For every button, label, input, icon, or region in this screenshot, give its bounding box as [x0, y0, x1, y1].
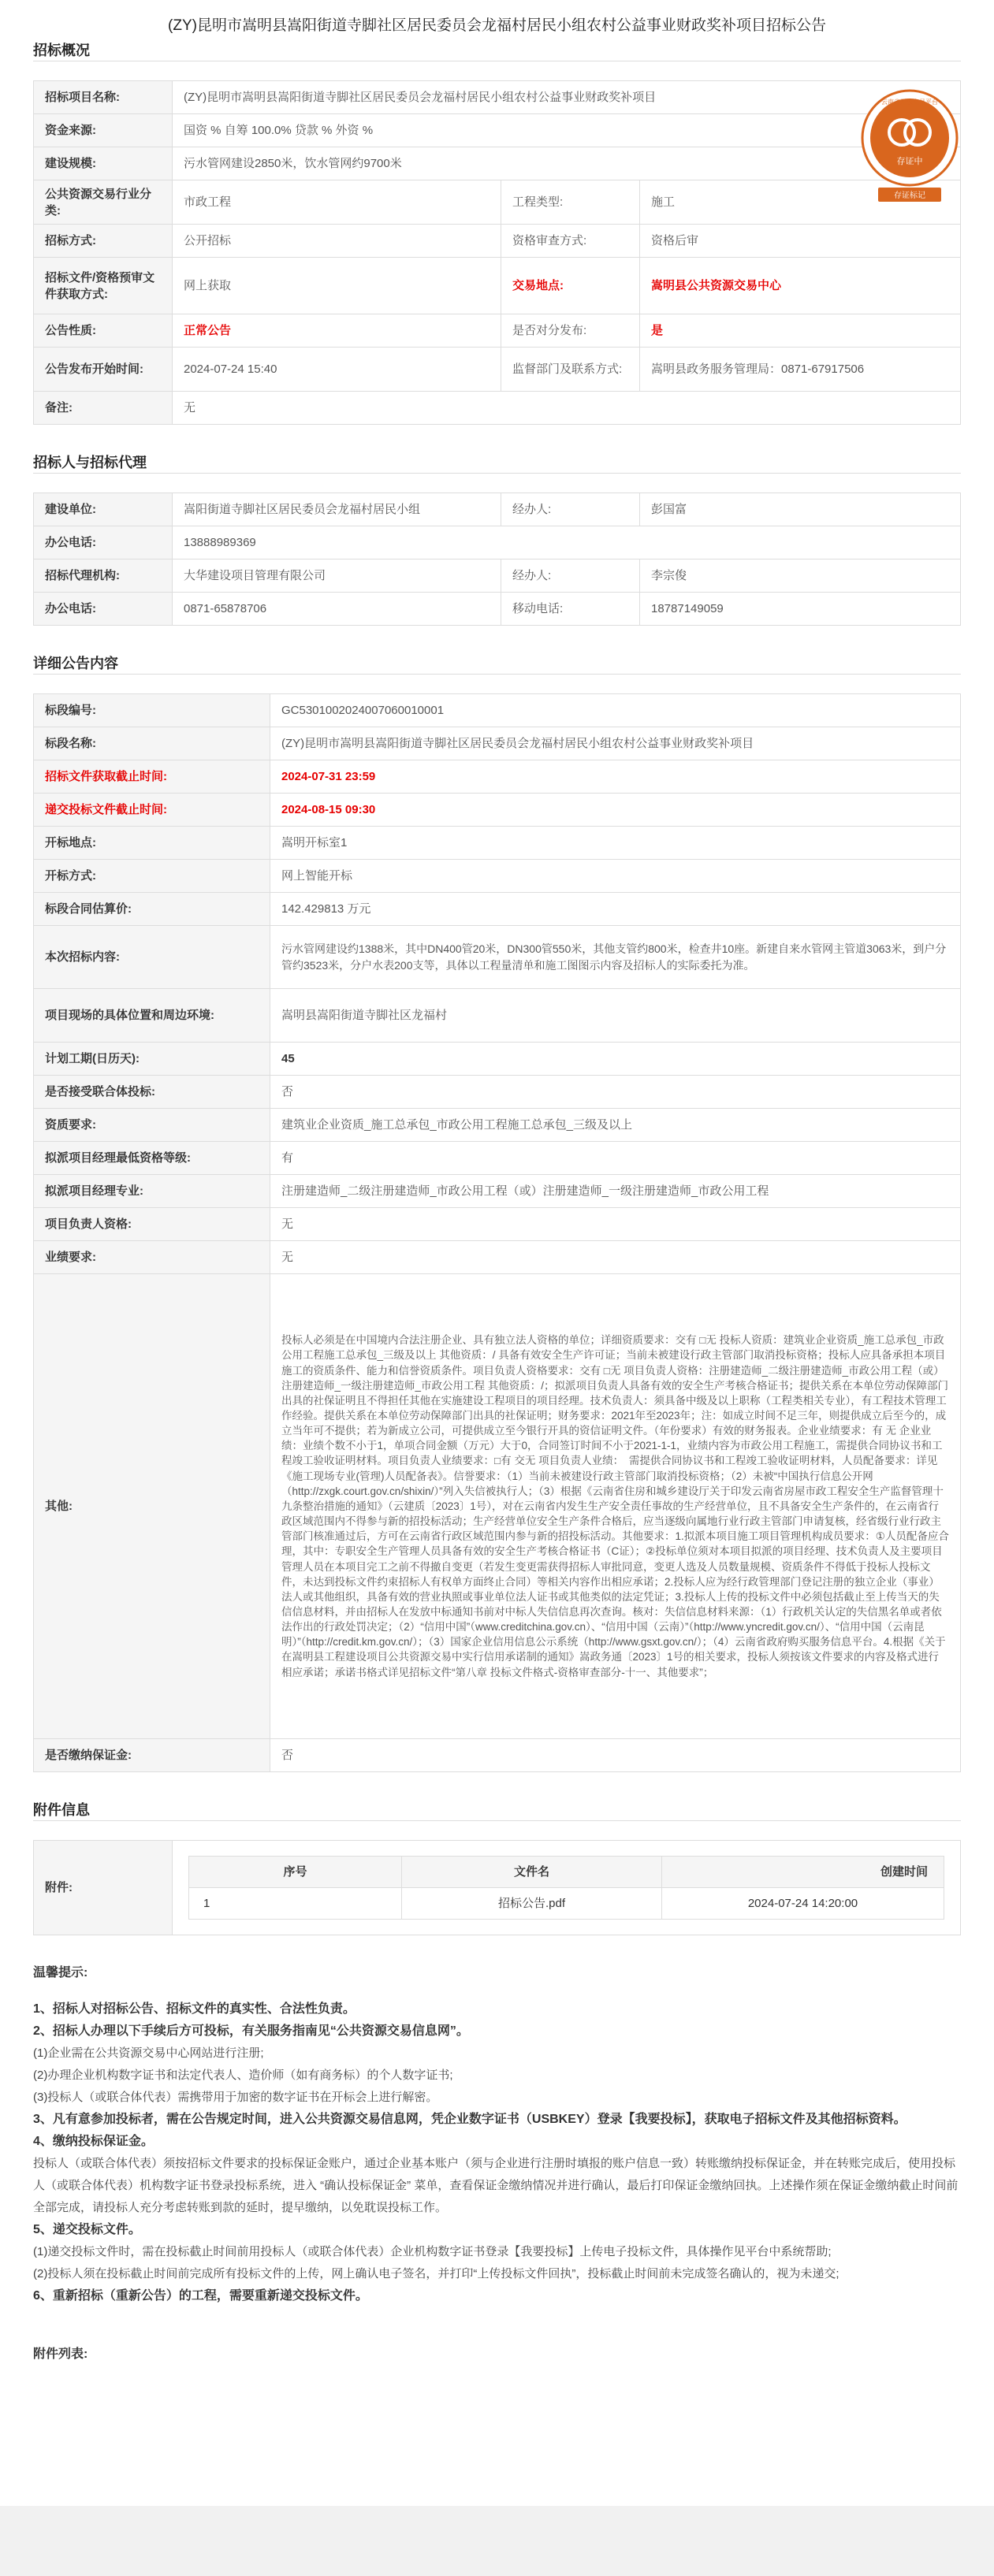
detail-row-value: 2024-07-31 23:59	[270, 760, 961, 794]
phone-label: 办公电话:	[34, 526, 173, 559]
detail-row-label: 标段编号:	[34, 694, 270, 727]
supervise-label: 监督部门及联系方式:	[501, 348, 640, 392]
handler2-value: 李宗俊	[640, 559, 961, 593]
qual-value: 建筑业企业资质_施工总承包_市政公用工程施工总承包_三级及以上	[270, 1109, 961, 1142]
nature-label: 公告性质:	[34, 314, 173, 348]
tip-line: 5、递交投标文件。	[33, 2223, 141, 2236]
seal-top-text: 云南省开放交易平台	[881, 99, 938, 106]
detail-row	[34, 860, 961, 893]
review-value: 资格后审	[640, 225, 961, 258]
category-value: 市政工程	[173, 180, 501, 225]
owner-label: 建设单位:	[34, 493, 173, 526]
detail-rows	[34, 694, 961, 926]
place-label: 交易地点:	[501, 258, 640, 314]
section-attachment-title: 附件信息	[33, 1797, 961, 1821]
detail-row-value: 网上智能开标	[270, 860, 961, 893]
union-value: 否	[270, 1076, 961, 1109]
phone2-value: 0871-65878706	[173, 593, 501, 626]
handler-label: 经办人:	[501, 493, 640, 526]
section-parties-title: 招标人与招标代理	[33, 450, 961, 474]
handler2-label: 经办人:	[501, 559, 640, 593]
owner-value: 嵩阳街道寺脚社区居民委员会龙福村居民小组	[173, 493, 501, 526]
period-label: 计划工期(日历天):	[34, 1043, 270, 1076]
detail-row-value: (ZY)昆明市嵩明县嵩阳街道寺脚社区居民委员会龙福村居民小组农村公益事业财政奖补项目	[270, 727, 961, 760]
detail-row-label: 开标地点:	[34, 827, 270, 860]
eng-type-label: 工程类型:	[501, 180, 640, 225]
perf-label: 业绩要求:	[34, 1241, 270, 1274]
detail-row	[34, 893, 961, 926]
certification-seal-icon	[858, 87, 961, 205]
category-label: 公共资源交易行业分类:	[34, 180, 173, 225]
perf-value: 无	[270, 1241, 961, 1274]
deposit-value: 否	[270, 1739, 961, 1772]
pub-time-label: 公告发布开始时间:	[34, 348, 173, 392]
col-no: 序号	[189, 1857, 402, 1888]
detail-row	[34, 760, 961, 794]
tip-line: 2、招标人办理以下手续后方可投标，有关服务指南见“公共资源交易信息网”。	[33, 2024, 469, 2038]
detail-row-value: 嵩明开标室1	[270, 827, 961, 860]
leader-value: 无	[270, 1208, 961, 1241]
overview-block	[33, 80, 961, 425]
method-value: 公开招标	[173, 225, 501, 258]
detail-row	[34, 827, 961, 860]
fund-label: 资金来源:	[34, 114, 173, 147]
content-label: 本次招标内容:	[34, 926, 270, 989]
scale-value: 污水管网建设2850米，饮水管网约9700米	[173, 147, 961, 180]
nature-value: 正常公告	[173, 314, 501, 348]
doc-get-value: 网上获取	[173, 258, 501, 314]
section-detail-title: 详细公告内容	[33, 651, 961, 675]
tip-line: (3)投标人（或联合体代表）需携带用于加密的数字证书在开标会上进行解密。	[33, 2091, 438, 2104]
pm-level-label: 拟派项目经理最低资格等级:	[34, 1142, 270, 1175]
remark-label: 备注:	[34, 392, 173, 425]
detail-row-value: 142.429813 万元	[270, 893, 961, 926]
leader-label: 项目负责人资格:	[34, 1208, 270, 1241]
overview-table	[33, 80, 961, 425]
attachment-list	[188, 1856, 944, 1920]
split-label: 是否对分发布:	[501, 314, 640, 348]
content-value: 污水管网建设约1388米，其中DN400管20米，DN300管550米，其他支管约800米，检查井10座。新建自来水管网主管道3063米，到户分管约3523米，分户水表200支等，具体以工程量清单和施工图图示内容及招标人的实际委托为准。	[270, 926, 961, 989]
detail-row-label: 标段名称:	[34, 727, 270, 760]
file-no: 1	[189, 1888, 402, 1920]
col-time: 创建时间	[662, 1857, 944, 1888]
agent-value: 大华建设项目管理有限公司	[173, 559, 501, 593]
doc-get-label: 招标文件/资格预审文件获取方式:	[34, 258, 173, 314]
col-name: 文件名	[402, 1857, 662, 1888]
deposit-label: 是否缴纳保证金:	[34, 1739, 270, 1772]
detail-row	[34, 794, 961, 827]
location-label: 项目现场的具体位置和周边环境:	[34, 989, 270, 1043]
detail-row-label: 递交投标文件截止时间:	[34, 794, 270, 827]
phone2-label: 办公电话:	[34, 593, 173, 626]
seal-bottom-text: 存证标记	[894, 191, 925, 200]
other-value: 投标人必须是在中国境内合法注册企业、具有独立法人资格的单位；详细资质要求：交有 □无 投标人资质：建筑业企业资质_施工总承包_市政公用工程施工总承包_三级及以上 其他资质：/ 具备有效安全生产许可证；当前未被建设行政主管部门取消投标资格；投标人应具备承担本项目施工的资质条件、能力和信誉资质条件。项目负责人资格要求：交有 □无 项目负责人资格：注册建造师_二级注册建造师_市政公用工程（或）注册建造师_一级注册建造师_市政公用工程 其他资质：/；拟派项目负责人具备有效的安全生产考核合格证书；提供关系在本单位劳动保障部门出具的社保证明且不得担任其他在实施建设工程项目的项目经理。技术负责人：须具备中级及以上职称（工程类相关专业），有工程技术管理工作经验。提供关系在本单位劳动保障部门出具的社保证明；财务要求：2021年至2023年；注：如成立时间不足三年，则提供成立后至今的，成立当年可不提供；若为新成立公司，可提供成立至今银行开具的资信证明文件。（年份要求）有效的财务报表。企业业绩要求：有 无 企业业绩：业绩个数不小于1，单项合同金额（万元）大于0，合同签订时间不小于2021-1-1，业绩内容为市政公用工程施工，需提供合同协议书和工程竣工验收证明材料。项目负责人业绩要求：□有 交无 项目负责人业绩： 需提供合同协议书和工程竣工验收证明材料，人员配备要求：详见《施工现场专业(管理)人员配备表》。信誉要求：（1）当前未被建设行政主管部门取消投标资格；（2）未被“中国执行信息公开网（http://zxgk.court.gov.cn/shixin/）”列入失信被执行人；（3）根据《云南省住房和城乡建设厅关于印发云南省房屋市政工程安全生产监督管理十九条整治措施的通知》（云建质〔2023〕1号），对在云南省内发生生产安全责任事故的生产经营单位，且不具备安全生产条件的，在云南省行政区域范围内不得参与新的招投标活动；生产经营单位安全生产条件合格后，应当逐级向属地行业行政主管部门申请复核，经省级行业行政主管部门核准通过后，方可在云南省行政区域范围内参与新的招投标活动。其他要求：1.拟派本项目施工项目管理机构成员要求：①人员配备应合理，其中：专职安全生产管理人员具备有效的安全生产考核合格证书（C证）；②投标单位须对本项目拟派的项目经理、技术负责人及主要项目管理人员在本项目完工之前不得撤自变更（若发生变更需获得招标人审批同意，变更人选及人员数量规模、资质条件不得低于投标人投标文件，未达到投标文件约束招标人有权单方面终止合同）等相关内容作出相应承诺；2.投标人应为经行政管理部门登记注册的独立企业（事业）法人或其他组织，具备有效的营业执照或事业单位法人证书或其他类似的法定凭证；3.投标人上传的投标文件中必须包括截止至上传当天的失信信息材料，并由招标人在发放中标通知书前对中标人失信信息再次查询。核对：失信信息材料来源：（1）行政机关认定的失信黑名单或者依法作出的行政处罚决定；（2）“信用中国”（www.creditchina.gov.cn）、“信用中国（云南）”（http://www.yncredit.gov.cn/）、“信用中国（云南昆明）”（http://credit.km.gov.cn/）；（3）国家企业信用信息公示系统（http://www.gsxt.gov.cn/）；（4）云南省政府购买服务信息平台。4.根据《关于在嵩明县工程建设项目公共资源交易中实行信用承诺制的通知》嵩政务通〔2023〕1号的相关要求，投标人须按该文件要求的内容及格式进行相应承诺；承诺书格式详见招标文件“第八章 投标文件格式-资格审查部分-十一、其他要求”；	[270, 1274, 961, 1739]
detail-row-label: 标段合同估算价:	[34, 893, 270, 926]
detail-row-label: 开标方式:	[34, 860, 270, 893]
file-name-link[interactable]: 招标公告.pdf	[402, 1888, 662, 1920]
union-label: 是否接受联合体投标:	[34, 1076, 270, 1109]
split-value: 是	[640, 314, 961, 348]
location-value: 嵩明县嵩阳街道寺脚社区龙福村	[270, 989, 961, 1043]
tip-line: 4、缴纳投标保证金。	[33, 2135, 154, 2148]
project-name-value: (ZY)昆明市嵩明县嵩阳街道寺脚社区居民委员会龙福村居民小组农村公益事业财政奖补项目	[173, 81, 961, 114]
pm-major-label: 拟派项目经理专业:	[34, 1175, 270, 1208]
attachment-table	[33, 1840, 961, 1935]
detail-row-value: GC5301002024007060010001	[270, 694, 961, 727]
detail-row	[34, 694, 961, 727]
phone-value: 13888989369	[173, 526, 961, 559]
tip-line: 1、招标人对招标公告、招标文件的真实性、合法性负责。	[33, 2002, 356, 2016]
detail-table	[33, 693, 961, 1772]
mobile-label: 移动电话:	[501, 593, 640, 626]
supervise-value: 嵩明县政务服务管理局：0871-67917506	[640, 348, 961, 392]
tip-line: 6、重新招标（重新公告）的工程，需要重新递交投标文件。	[33, 2289, 368, 2303]
seal-middle-text: 存证中	[896, 156, 923, 166]
review-label: 资格审查方式:	[501, 225, 640, 258]
qual-label: 资质要求:	[34, 1109, 270, 1142]
tips-lines	[33, 1998, 961, 2307]
project-name-label: 招标项目名称:	[34, 81, 173, 114]
tip-line: (1)企业需在公共资源交易中心网站进行注册;	[33, 2046, 264, 2060]
detail-row	[34, 727, 961, 760]
parties-table	[33, 493, 961, 626]
method-label: 招标方式:	[34, 225, 173, 258]
section-overview-title: 招标概况	[33, 38, 961, 61]
tips-title: 温馨提示:	[33, 1966, 88, 1979]
agent-label: 招标代理机构:	[34, 559, 173, 593]
remark-value: 无	[173, 392, 961, 425]
place-value: 嵩明县公共资源交易中心	[640, 258, 961, 314]
handler-value: 彭国富	[640, 493, 961, 526]
tip-line: 3、凡有意参加投标者，需在公告规定时间，进入公共资源交易信息网，凭企业数字证书（USBKEY）登录【我要投标】，获取电子招标文件及其他招标资料。	[33, 2113, 907, 2126]
pm-level-value: 有	[270, 1142, 961, 1175]
mobile-value: 18787149059	[640, 593, 961, 626]
detail-row-value: 2024-08-15 09:30	[270, 794, 961, 827]
other-label: 其他:	[34, 1274, 270, 1739]
period-value: 45	[270, 1043, 961, 1076]
tip-line: (1)递交投标文件时，需在投标截止时间前用投标人（或联合体代表）企业机构数字证书登录【我要投标】上传电子投标文件，具体操作见平台中系统帮助;	[33, 2245, 832, 2258]
page-title: (ZY)昆明市嵩明县嵩阳街道寺脚社区居民委员会龙福村居民小组农村公益事业财政奖补项目招标公告	[168, 17, 826, 34]
tip-line: (2)办理企业机构数字证书和法定代表人、造价师（如有商务标）的个人数字证书;	[33, 2069, 453, 2082]
tip-line: (2)投标人须在投标截止时间前完成所有投标文件的上传，网上确认电子签名，并打印“上传投标文件回执”，投标截止时间前未完成签名确认的，视为未递交;	[33, 2267, 840, 2280]
tips-block	[33, 1962, 961, 2366]
attachment-row[interactable]	[189, 1888, 944, 1920]
attach-list-title: 附件列表:	[33, 2347, 88, 2361]
detail-row-label: 招标文件获取截止时间:	[34, 760, 270, 794]
eng-type-value: 施工	[640, 180, 961, 225]
tip-line: 投标人（或联合体代表）须按招标文件要求的投标保证金账户，通过企业基本账户（须与企业进行注册时填报的账户信息一致）转账缴纳投标保证金，并在转账完成后，使用投标人（或联合体代表）机构数字证书登录投标系统，进入 “确认投标保证金” 菜单，查看保证金缴纳情况并进行确认，最后打印保证金缴纳回执。上述操作须在保证金缴纳截止时间前全部完成，请投标人充分考虑转账到款的延时，提早缴纳，以免耽误投标工作。	[33, 2157, 959, 2214]
attachment-label: 附件:	[34, 1841, 173, 1935]
pm-major-value: 注册建造师_二级注册建造师_市政公用工程（或）注册建造师_一级注册建造师_市政公用工程	[270, 1175, 961, 1208]
scale-label: 建设规模:	[34, 147, 173, 180]
fund-value: 国资 % 自筹 100.0% 贷款 % 外资 %	[173, 114, 961, 147]
pub-time-value: 2024-07-24 15:40	[173, 348, 501, 392]
file-time: 2024-07-24 14:20:00	[662, 1888, 944, 1920]
